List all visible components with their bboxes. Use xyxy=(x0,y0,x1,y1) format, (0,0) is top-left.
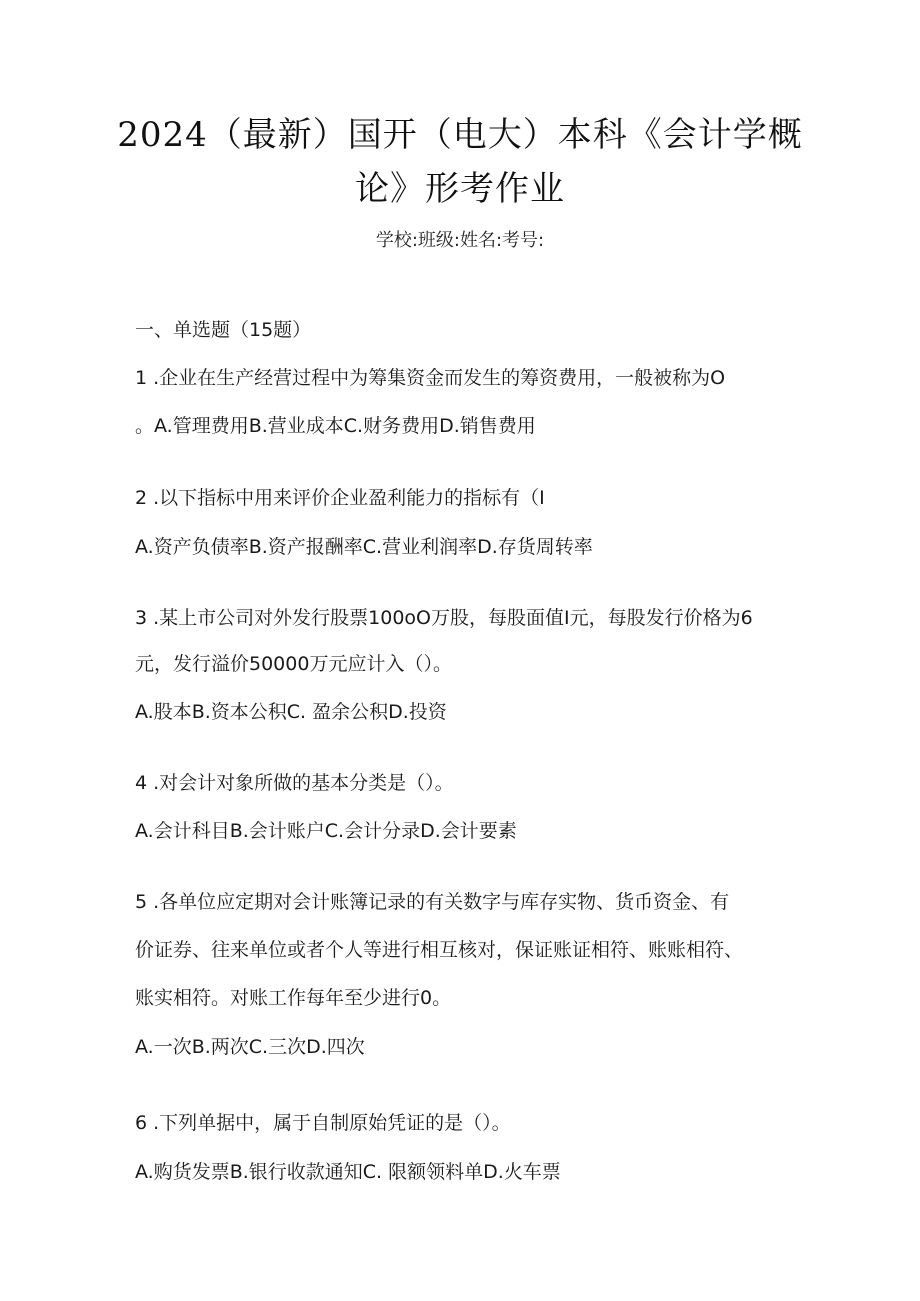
title-line-1: 2024（最新）国开（电大）本科《会计学概 xyxy=(117,115,803,155)
question-3-stem-line-1: 3 .某上市公司对外发行股票100oO万股，每股面值I元，每股发行价格为6 xyxy=(135,607,753,629)
document-title xyxy=(110,108,810,216)
question-4-stem: 4 .对会计对象所做的基本分类是（）。 xyxy=(135,772,454,794)
question-5-stem-line-2: 价证券、往来单位或者个人等进行相互核对，保证账证相符、账账相符、 xyxy=(135,939,744,961)
title-line-2: 论》形考作业 xyxy=(355,169,565,209)
question-3-options: A.股本B.资本公积C. 盈余公积D.投资 xyxy=(135,701,447,723)
question-6-options: A.购货发票B.银行收款通知C. 限额领料单D.火车票 xyxy=(135,1161,561,1183)
question-5-stem-line-3: 账实相符。对账工作每年至少进行0。 xyxy=(135,987,452,1009)
question-2-options: A.资产负债率B.资产报酬率C.营业利润率D.存货周转率 xyxy=(135,536,593,558)
question-6-stem: 6 .下列单据中，属于自制原始凭证的是（）。 xyxy=(135,1112,511,1134)
question-1-stem: 1 .企业在生产经营过程中为筹集资金而发生的筹资费用，一般被称为O xyxy=(135,367,726,389)
question-5-options: A.一次B.两次C.三次D.四次 xyxy=(135,1036,365,1058)
question-2-stem: 2 .以下指标中用来评价企业盈利能力的指标有（I xyxy=(135,487,545,509)
student-info-line: 学校:班级:姓名:考号: xyxy=(375,230,545,251)
question-1-options: 。A.管理费用B.营业成本C.财务费用D.销售费用 xyxy=(135,415,536,437)
question-5-stem-line-1: 5 .各单位应定期对会计账簿记录的有关数字与库存实物、货币资金、有 xyxy=(135,891,730,913)
question-4-options: A.会计科目B.会计账户C.会计分录D.会计要素 xyxy=(135,820,517,842)
question-3-stem-line-2: 元，发行溢价50000万元应计入（）。 xyxy=(135,653,452,675)
section-heading: 一、单选题（15题） xyxy=(135,319,312,341)
